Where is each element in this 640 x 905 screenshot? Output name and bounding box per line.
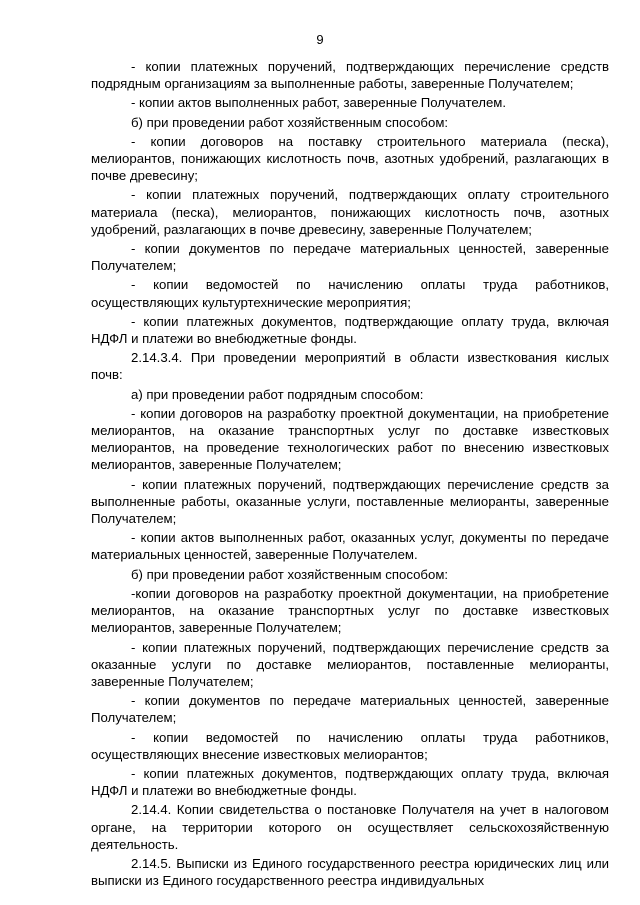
paragraph: - копии платежных поручений, подтверждающих перечисление средств подрядным организациям за выполненные работы, заверенные Получателем; (91, 59, 609, 92)
paragraph: - копии ведомостей по начислению оплаты труда работников, осуществляющих внесение известковых мелиорантов; (91, 729, 609, 762)
paragraph: - копии платежных документов, подтверждающие оплату труда, включая НДФЛ и платежи во внебюджетные фонды. (91, 313, 609, 347)
paragraph: - копии ведомостей по начислению оплаты труда работников, осуществляющих культуртехнические мероприятия; (91, 277, 609, 310)
paragraph: -копии договоров на разработку проектной документации, на приобретение мелиорантов, на оказание транспортных услуг по доставке известковых мелиорантов, заверенные Получателем; (91, 585, 609, 636)
paragraph: - копии платежных поручений, подтверждающих перечисление средств за оказанные услуги по доставке мелиорантов, поставленные мелиоранты, заверенные Получателем; (91, 639, 609, 689)
paragraph: б) при проведении работ хозяйственным способом: (131, 566, 449, 582)
paragraph: 2.14.5. Выписки из Единого государственного реестра юридических лиц или выписки из Единого государственного реестра индивидуальных (91, 855, 609, 889)
paragraph: - копии актов выполненных работ, оказанных услуг, документы по передаче материальных ценностей, заверенные Получателем. (91, 530, 609, 563)
paragraph: - копии договоров на разработку проектной документации, на приобретение мелиорантов, на оказание транспортных услуг по доставке известковых мелиорантов, на проведение технологических работ по внесению известковых мелиорантов, заверенные Получателем; (91, 405, 609, 473)
paragraph: 2.14.3.4. При проведении мероприятий в области известкования кислых почв: (91, 350, 609, 383)
paragraph: - копии платежных документов, подтверждающих оплату труда, включая НДФЛ и платежи во внебюджетные фонды. (91, 765, 609, 799)
page-number: 9 (316, 32, 324, 47)
paragraph: - копии договоров на поставку строительного материала (песка), мелиорантов, понижающих кислотность почв, азотных удобрений, разлагающих в почве древесину; (91, 133, 609, 184)
paragraph: - копии документов по передаче материальных ценностей, заверенные Получателем; (91, 693, 609, 726)
paragraph: - копии платежных поручений, подтверждающих оплату строительного материала (песка), мелиорантов, понижающих кислотность почв, азотных удобрений, разлагающих в почве древесину, заверенные Получателем; (91, 187, 609, 237)
paragraph: 2.14.4. Копии свидетельства о постановке Получателя на учет в налоговом органе, на территории которого он осуществляет сельскохозяйственную деятельность. (91, 802, 609, 852)
paragraph: - копии документов по передаче материальных ценностей, заверенные Получателем; (91, 241, 609, 274)
document-body (91, 58, 609, 889)
paragraph: б) при проведении работ хозяйственным способом: (131, 114, 449, 130)
paragraph: а) при проведении работ подрядным способом: (131, 386, 424, 402)
paragraph: - копии платежных поручений, подтверждающих перечисление средств за выполненные работы, оказанные услуги, поставленные мелиоранты, заверенные Получателем; (91, 476, 609, 527)
paragraph: - копии актов выполненных работ, заверенные Получателем. (131, 95, 507, 111)
